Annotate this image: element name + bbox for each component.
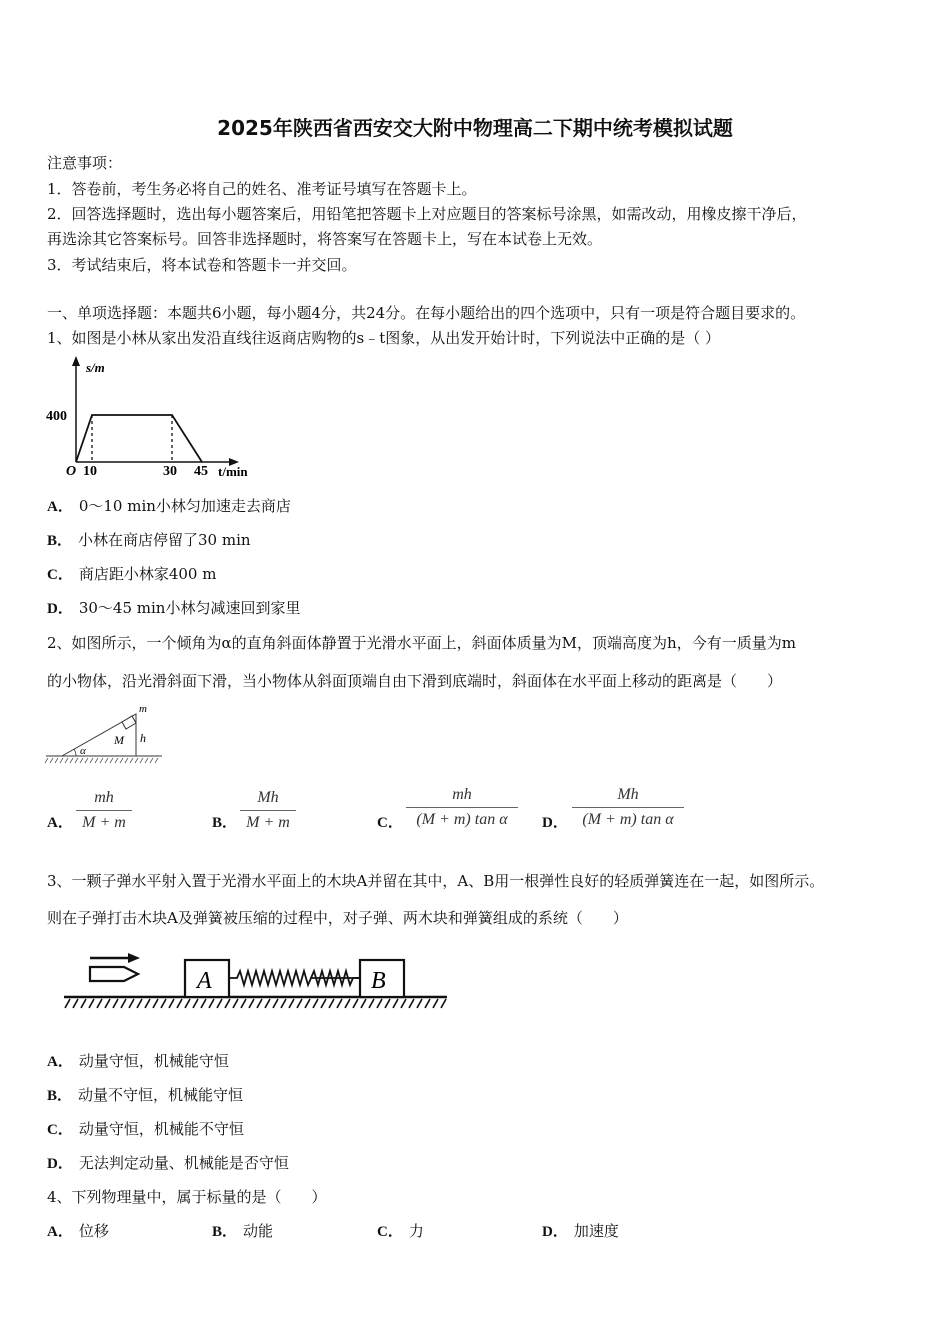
q4-option-b — [212, 1220, 273, 1241]
notice-item-2: 2．回答选择题时，选出每小题答案后，用铅笔把答题卡上对应题目的答案标号涂黑，如需改动，用橡皮擦干净后， — [47, 205, 807, 223]
page-title: 2025年陕西省西安交大附中物理高二下期中统考模拟试题 — [217, 116, 733, 140]
q2-option-d-fraction — [572, 786, 684, 829]
q2-stem-line1: 2、如图所示，一个倾角为α的直角斜面体静置于光滑水平面上，斜面体质量为M，顶端高度为h，今有一质量为m — [47, 634, 796, 652]
q2-stem-line2: 的小物体，沿光滑斜面下滑，当小物体从斜面顶端自由下滑到底端时，斜面体在水平面上移动的距离是（ ） — [47, 672, 783, 690]
q2-option-a-letter — [47, 811, 79, 832]
q2-option-c-letter — [377, 811, 409, 832]
option-text: 动量守恒，机械能不守恒 — [78, 1120, 244, 1138]
denominator: M + m — [246, 814, 290, 831]
y-tick-400: 400 — [46, 409, 67, 424]
q1-st-graph — [42, 352, 272, 477]
block-a-label: A — [197, 968, 212, 994]
option-letter: A． — [47, 499, 73, 515]
label-h: h — [140, 731, 146, 745]
option-letter: C． — [47, 1122, 73, 1138]
option-letter: B． — [47, 1088, 73, 1104]
y-axis-label: s/m — [86, 360, 105, 375]
option-text: 力 — [408, 1222, 424, 1240]
option-letter: D． — [542, 1224, 568, 1240]
option-letter: D． — [47, 1156, 73, 1172]
notice-item-3: 3．考试结束后，将本试卷和答题卡一并交回。 — [47, 256, 357, 274]
q4-option-c — [377, 1220, 424, 1241]
q3-spring-blocks-figure — [62, 950, 452, 1015]
q2-option-b-fraction — [240, 789, 296, 832]
q2-option-c-fraction — [406, 786, 518, 829]
option-text: 加速度 — [573, 1222, 619, 1240]
q3-option-a — [47, 1050, 229, 1071]
block-b-label: B — [371, 968, 386, 994]
q2-option-a-fraction — [76, 789, 132, 832]
q1-option-a — [47, 495, 291, 516]
q3-option-d — [47, 1152, 289, 1173]
q4-option-d — [542, 1220, 619, 1241]
option-letter: B． — [212, 815, 238, 831]
q3-option-b — [47, 1084, 243, 1105]
q2-option-d-letter — [542, 811, 574, 832]
option-text: 动量守恒，机械能守恒 — [78, 1052, 229, 1070]
q3-option-c — [47, 1118, 244, 1139]
x-tick-origin: O — [66, 464, 77, 477]
q2-incline-figure — [44, 698, 169, 766]
numerator: Mh — [617, 786, 639, 803]
option-letter: D． — [47, 601, 73, 617]
denominator: (M + m) tan α — [582, 811, 674, 828]
numerator: mh — [452, 786, 472, 803]
x-tick-10: 10 — [83, 464, 97, 477]
option-text: 动能 — [243, 1222, 274, 1240]
option-letter: B． — [47, 533, 73, 549]
option-text: 30～45 min小林匀减速回到家里 — [78, 599, 301, 617]
q1-option-b — [47, 529, 251, 550]
q2-option-b-letter — [212, 811, 243, 832]
option-text: 动量不守恒，机械能守恒 — [78, 1086, 244, 1104]
numerator: Mh — [257, 789, 279, 806]
option-letter: C． — [47, 567, 73, 583]
q1-option-d — [47, 597, 300, 618]
section-heading: 一、单项选择题：本题共6小题，每小题4分，共24分。在每小题给出的四个选项中，只有一项是符合题目要求的。 — [47, 304, 806, 322]
option-text: 商店距小林家400 m — [78, 565, 217, 583]
option-text: 小林在商店停留了30 min — [78, 531, 251, 549]
notice-item-1: 1．答卷前，考生务必将自己的姓名、准考证号填写在答题卡上。 — [47, 180, 477, 198]
option-letter: A． — [47, 1224, 73, 1240]
label-M: M — [114, 733, 124, 747]
q4-option-a — [47, 1220, 109, 1241]
label-alpha: α — [80, 745, 86, 757]
q3-stem-line2: 则在子弹打击木块A及弹簧被压缩的过程中，对子弹、两木块和弹簧组成的系统（ ） — [47, 909, 628, 927]
numerator: mh — [94, 789, 114, 806]
option-letter: B． — [212, 1224, 238, 1240]
q1-stem: 1、如图是小林从家出发沿直线往返商店购物的s﹣t图象，从出发开始计时，下列说法中正确的是（ ） — [47, 329, 721, 347]
option-text: 位移 — [78, 1222, 109, 1240]
option-letter: A． — [47, 815, 73, 831]
option-letter: D． — [542, 815, 568, 831]
option-letter: A． — [47, 1054, 73, 1070]
denominator: M + m — [82, 814, 126, 831]
notice-heading: 注意事项： — [47, 154, 123, 172]
denominator: (M + m) tan α — [416, 811, 508, 828]
label-m: m — [139, 703, 147, 715]
q3-stem-line1: 3、一颗子弹水平射入置于光滑水平面上的木块A并留在其中，A、B用一根弹性良好的轻质弹簧连在一起，如图所示。 — [47, 872, 825, 890]
option-text: 0～10 min小林匀加速走去商店 — [78, 497, 291, 515]
q4-stem: 4、下列物理量中，属于标量的是（ ） — [47, 1188, 327, 1206]
q1-option-c — [47, 563, 216, 584]
x-tick-45: 45 — [194, 464, 208, 477]
option-letter: C． — [377, 815, 403, 831]
x-tick-30: 30 — [163, 464, 177, 477]
option-letter: C． — [377, 1224, 403, 1240]
option-text: 无法判定动量、机械能是否守恒 — [78, 1154, 289, 1172]
notice-item-2-cont: 再选涂其它答案标号。回答非选择题时，将答案写在答题卡上，写在本试卷上无效。 — [47, 230, 603, 248]
x-axis-label: t/min — [218, 464, 248, 477]
